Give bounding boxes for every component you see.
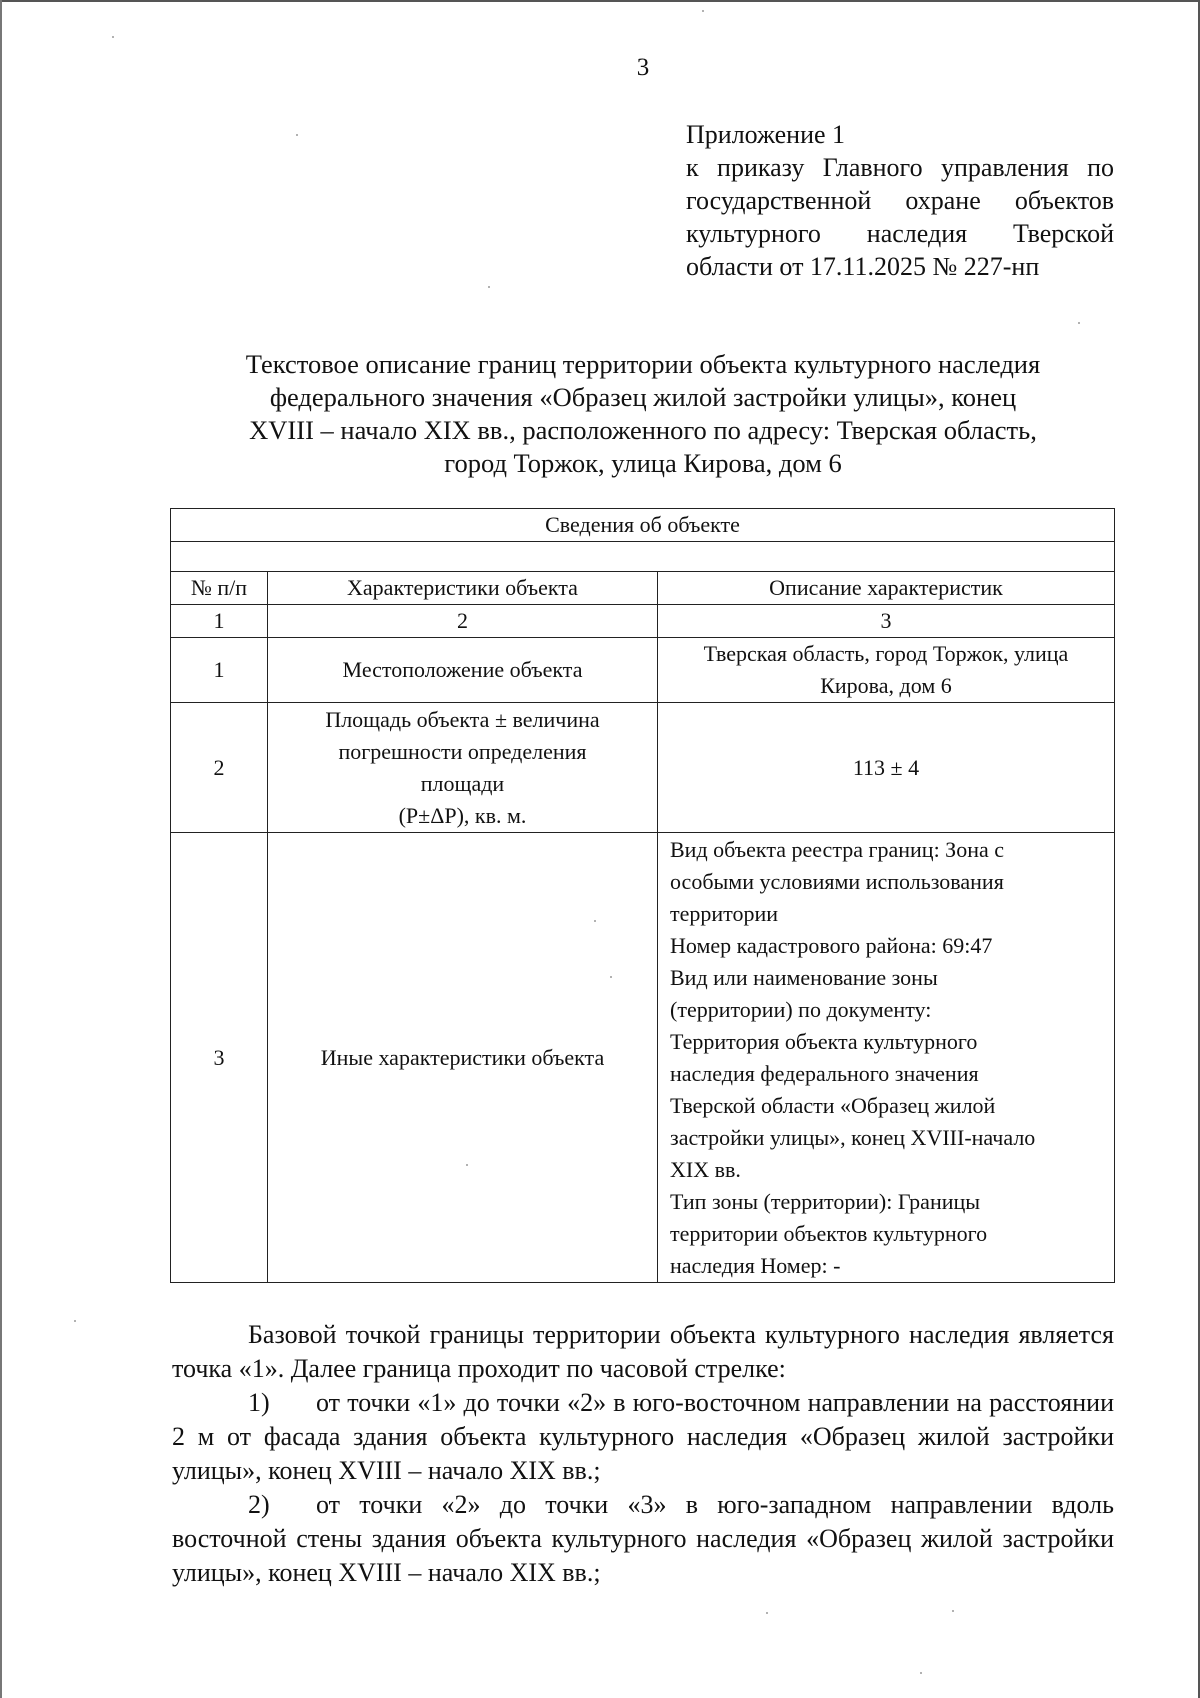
title-line: федерального значения «Образец жилой застройки улицы», конец <box>269 382 1017 412</box>
intro-paragraph: Базовой точкой границы территории объекта культурного наследия является точка «1». Далее граница проходит по часовой стрелке: <box>172 1320 1114 1383</box>
scan-speck <box>1078 322 1080 324</box>
scan-speck <box>702 10 704 12</box>
row-characteristic: Иные характеристики объекта <box>268 833 658 1283</box>
title-line: Текстовое описание границ территории объекта культурного наследия <box>245 349 1041 379</box>
description-line: Кирова, дом 6 <box>820 673 952 698</box>
description-line: Номер кадастрового района: 69:47 <box>670 932 993 958</box>
description-line: застройки улицы», конец XVIII-начало <box>670 1124 1036 1150</box>
characteristic-line: погрешности определения <box>338 738 587 764</box>
header-num: № п/п <box>171 572 268 605</box>
item-text: от точки «1» до точки «2» в юго-восточном направлении на расстоянии 2 м от фасада здания объекта культурного наследия «Образец жилой застройки улицы», конец XVIII – начало XIX вв.; <box>172 1388 1114 1485</box>
table-empty-row <box>171 542 1115 572</box>
description-line: Вид или наименование зоны <box>670 964 938 990</box>
table-row <box>171 703 1115 833</box>
appendix-line: к приказу Главного управления по <box>686 153 1114 182</box>
row-number: 3 <box>171 833 268 1283</box>
description-line: XIX вв. <box>670 1156 741 1182</box>
appendix-line: области от 17.11.2025 № 227-нп <box>686 252 1040 281</box>
row-characteristic <box>268 703 658 833</box>
object-info-table <box>170 508 1115 1283</box>
scan-speck <box>488 286 490 288</box>
scan-speck <box>920 1672 922 1674</box>
appendix-title: Приложение 1 <box>686 120 846 149</box>
table-row <box>171 833 1115 1283</box>
row-characteristic: Местоположение объекта <box>268 638 658 703</box>
appendix-line: культурного наследия Тверской <box>686 219 1114 248</box>
scan-left-edge <box>0 0 2 1698</box>
table-caption: Сведения об объекте <box>171 509 1115 542</box>
title-line: город Торжок, улица Кирова, дом 6 <box>444 448 842 478</box>
description-line: (территории) по документу: <box>670 996 932 1022</box>
list-item <box>172 1488 1114 1590</box>
header-characteristic: Характеристики объекта <box>268 572 658 605</box>
description-line: наследия федерального значения <box>670 1060 979 1086</box>
column-number: 1 <box>171 605 268 638</box>
scan-speck <box>296 134 298 136</box>
appendix-block <box>686 118 1114 283</box>
list-item <box>172 1386 1114 1488</box>
row-description <box>658 833 1115 1283</box>
appendix-line: государственной охране объектов <box>686 186 1114 215</box>
description-line: особыми условиями использования <box>670 868 1004 894</box>
characteristic-line: (P±ΔP), кв. м. <box>398 802 527 828</box>
scan-top-border <box>0 0 1200 2</box>
description-line: территории объектов культурного <box>670 1220 988 1246</box>
body-text <box>172 1318 1114 1590</box>
title-line: XVIII – начало XIX вв., расположенного по адресу: Тверская область, <box>249 415 1037 445</box>
description-line: территории <box>670 900 779 926</box>
item-text: от точки «2» до точки «3» в юго-западном направлении вдоль восточной стены здания объекта культурного наследия «Образец жилой застройки улицы», конец XVIII – начало XIX вв.; <box>172 1490 1114 1587</box>
scan-speck <box>112 36 114 38</box>
row-description <box>658 638 1115 703</box>
page-number: 3 <box>636 54 650 81</box>
scan-speck <box>766 1612 768 1614</box>
table-row <box>171 638 1115 703</box>
header-description: Описание характеристик <box>658 572 1115 605</box>
row-number: 2 <box>171 703 268 833</box>
description-line: Вид объекта реестра границ: Зона с <box>670 836 1005 862</box>
document-title <box>170 348 1116 480</box>
item-number: 1) <box>248 1388 270 1417</box>
scan-speck <box>952 1610 954 1612</box>
characteristic-line: площади <box>420 770 505 796</box>
row-description: 113 ± 4 <box>658 703 1115 833</box>
description-line: Тип зоны (территории): Границы <box>670 1188 981 1214</box>
description-line: Территория объекта культурного <box>670 1028 978 1054</box>
description-line: Тверской области «Образец жилой <box>670 1092 996 1118</box>
characteristic-line: Площадь объекта ± величина <box>325 706 600 732</box>
description-line: наследия Номер: - <box>670 1252 841 1278</box>
column-number: 2 <box>268 605 658 638</box>
column-number: 3 <box>658 605 1115 638</box>
item-number: 2) <box>248 1490 270 1519</box>
row-number: 1 <box>171 638 268 703</box>
scan-speck <box>74 1320 76 1322</box>
description-line: Тверская область, город Торжок, улица <box>703 641 1069 666</box>
